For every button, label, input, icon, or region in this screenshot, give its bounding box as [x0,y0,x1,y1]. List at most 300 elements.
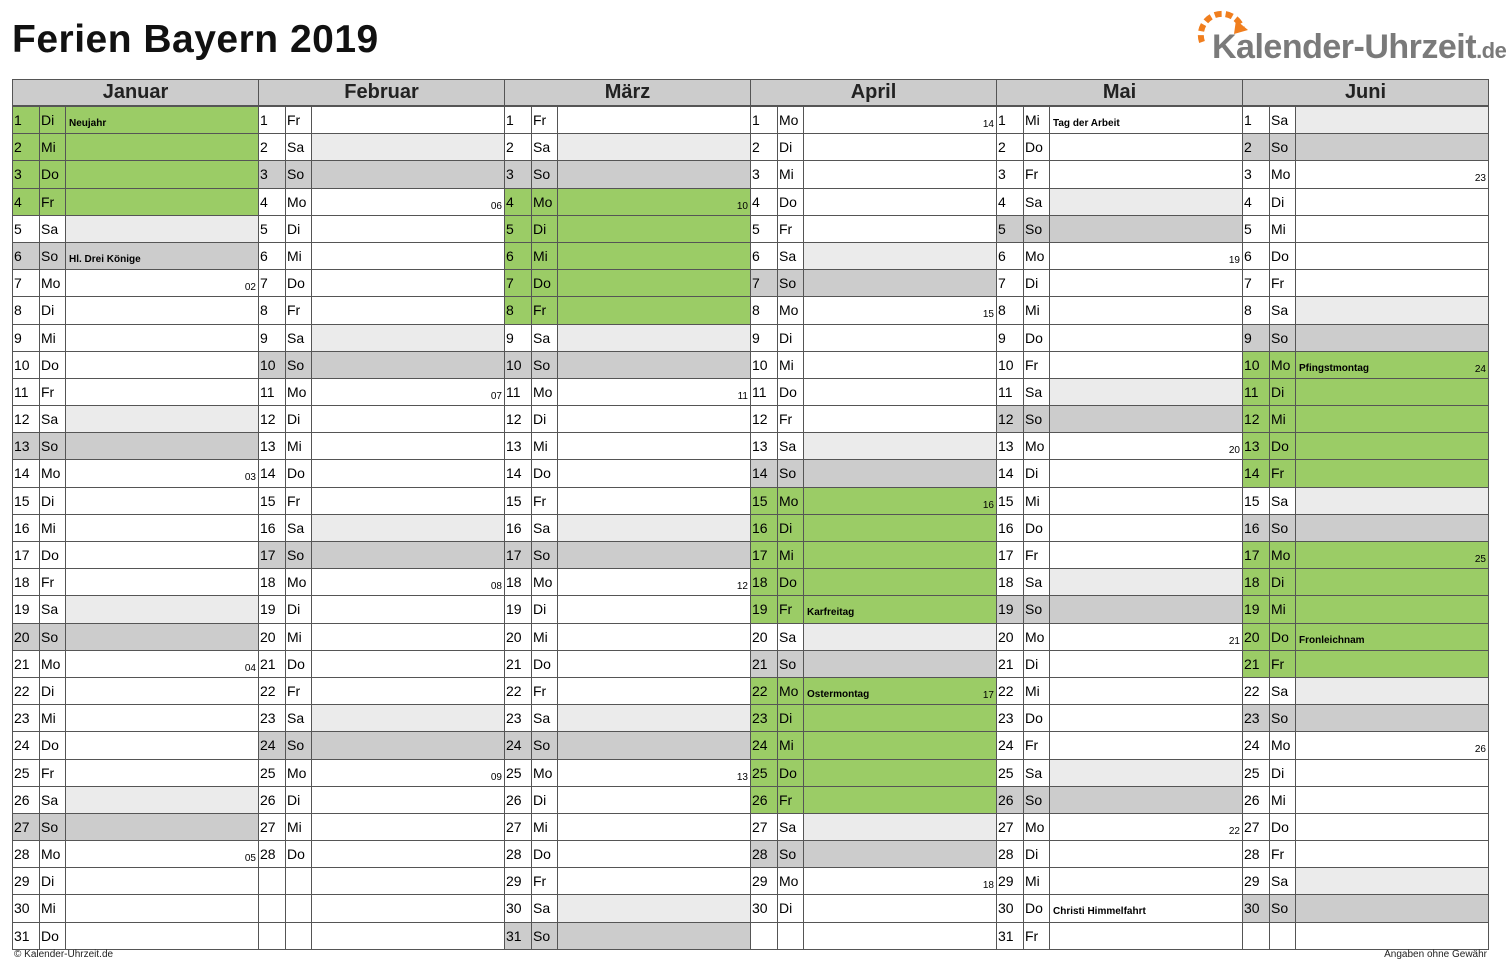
weekday-name: Sa [778,433,804,459]
day-note-cell [312,460,504,486]
day-number: 5 [997,216,1024,242]
day-note-cell [1296,107,1488,133]
weekday-name: Mi [532,624,558,650]
day-note-cell [66,596,258,622]
empty-row [1243,923,1488,950]
month-header: Juni [1243,80,1488,107]
day-row [13,488,258,515]
weekday-name: Di [532,596,558,622]
weekday-name: Mo [286,189,312,215]
month-header: April [751,80,996,107]
weekday-name: Mi [778,542,804,568]
day-note-cell [1296,460,1488,486]
weekday-name: Mo [778,868,804,894]
month-header: Januar [13,80,258,107]
day-note-cell [558,515,750,541]
day-note-cell [66,189,258,215]
day-number: 16 [13,515,40,541]
weekday-name: Do [532,841,558,867]
day-note-cell [804,433,996,459]
weekday-name: Mo [532,569,558,595]
day-note-cell [1050,542,1242,568]
day-note-cell [66,868,258,894]
day-row [13,515,258,542]
day-row [13,895,258,922]
day-row [997,596,1242,623]
day-number: 23 [997,705,1024,731]
day-number: 27 [1243,814,1270,840]
day-note-cell [558,732,750,758]
day-number: 4 [1243,189,1270,215]
weekday-name: Fr [778,216,804,242]
day-number: 9 [1243,325,1270,351]
day-row [505,868,750,895]
day-row [505,596,750,623]
weekday-name: Mi [778,352,804,378]
day-number: 3 [505,161,532,187]
day-note-cell [558,923,750,949]
weekday-name: Do [778,379,804,405]
weekday-name: Di [1270,569,1296,595]
day-row [13,596,258,623]
weekday-name: So [532,923,558,949]
month-column [259,80,505,950]
weekday-name: Do [1024,134,1050,160]
weekday-name: Di [532,406,558,432]
day-number: 22 [259,678,286,704]
day-note-cell [804,406,996,432]
day-number: 17 [259,542,286,568]
day-row [1243,325,1488,352]
weekday-name: Mi [286,814,312,840]
day-row [13,542,258,569]
weekday-name: Mo [778,107,804,133]
day-note-cell [66,433,258,459]
day-note-cell [1296,270,1488,296]
day-row [997,705,1242,732]
weekday-name: Fr [1270,651,1296,677]
day-row [751,352,996,379]
day-note-cell [804,787,996,813]
day-number: 11 [1243,379,1270,405]
day-number: 16 [259,515,286,541]
weekday-name: Mo [1024,243,1050,269]
weekday-name: Di [1270,760,1296,786]
day-number: 14 [505,460,532,486]
day-row [505,651,750,678]
weekday-name: Sa [1270,678,1296,704]
day-note-cell [312,488,504,514]
empty-row [259,923,504,950]
day-row [13,678,258,705]
day-row [997,651,1242,678]
day-note-cell [1050,161,1242,187]
day-number: 26 [505,787,532,813]
weekday-name: Sa [286,325,312,351]
day-number: 11 [505,379,532,405]
day-row [1243,841,1488,868]
weekday-name: Fr [40,760,66,786]
week-number: 18 [982,880,994,892]
day-row [13,297,258,324]
day-row [259,161,504,188]
brand-logo[interactable] [1192,8,1506,70]
day-note-cell [1050,814,1242,840]
weekday-name: Do [40,542,66,568]
weekday-name: Di [40,297,66,323]
day-number: 10 [13,352,40,378]
day-row [259,406,504,433]
day-number: 22 [505,678,532,704]
weekday-name: Fr [1024,352,1050,378]
weekday-name: Sa [1024,760,1050,786]
day-number: 17 [13,542,40,568]
weekday-name: So [40,243,66,269]
weekday-name: So [1270,134,1296,160]
weekday-name: Fr [532,868,558,894]
day-number: 5 [259,216,286,242]
weekday-name: Di [1024,270,1050,296]
day-number: 18 [13,569,40,595]
day-number: 20 [13,624,40,650]
day-note-cell [312,515,504,541]
day-note-cell [66,705,258,731]
day-row [751,161,996,188]
day-row [259,515,504,542]
day-note-cell [66,488,258,514]
day-number: 22 [1243,678,1270,704]
weekday-name: Di [778,515,804,541]
day-row [751,515,996,542]
day-row [751,596,996,623]
day-number: 11 [751,379,778,405]
weekday-name: Do [40,732,66,758]
day-number: 12 [1243,406,1270,432]
day-row [505,569,750,596]
week-number: 07 [490,390,502,402]
day-note-cell [312,352,504,378]
day-number: 1 [259,107,286,133]
day-note-cell [804,297,996,323]
month-header: Mai [997,80,1242,107]
day-note-cell [804,569,996,595]
day-row [997,624,1242,651]
weekday-name: Sa [1270,868,1296,894]
weekday-name: Mi [286,624,312,650]
day-number: 20 [259,624,286,650]
day-number: 4 [505,189,532,215]
weekday-name: Do [286,841,312,867]
day-note-cell [804,243,996,269]
day-note-cell [312,705,504,731]
day-number: 25 [259,760,286,786]
day-note-cell [312,542,504,568]
day-note-cell [1050,569,1242,595]
day-note-cell [312,569,504,595]
month-column [997,80,1243,950]
day-row [13,705,258,732]
day-row [1243,760,1488,787]
day-number: 8 [505,297,532,323]
day-note-cell [1296,433,1488,459]
day-row [1243,107,1488,134]
day-note-cell [1050,787,1242,813]
day-note-cell [1296,895,1488,921]
day-note-cell [1050,270,1242,296]
weekday-name: So [1270,325,1296,351]
weekday-name: So [532,161,558,187]
day-row [13,923,258,950]
weekday-name: Mi [532,433,558,459]
day-row [505,760,750,787]
day-number: 23 [751,705,778,731]
weekday-name: So [532,732,558,758]
week-number: 25 [1474,554,1486,565]
day-row [505,406,750,433]
weekday-name: So [1024,787,1050,813]
weekday-name: Mi [1024,297,1050,323]
weekday-name: Fr [286,678,312,704]
day-number: 28 [259,841,286,867]
day-note-cell [804,189,996,215]
week-number: 19 [1228,254,1240,266]
day-note-cell [558,596,750,622]
weekday-name: Di [286,216,312,242]
day-row [505,923,750,950]
day-row [1243,596,1488,623]
day-number: 3 [751,161,778,187]
day-note-cell [312,732,504,758]
day-number: 12 [751,406,778,432]
day-row [13,569,258,596]
day-note-cell [804,515,996,541]
weekday-name: Fr [778,787,804,813]
day-number: 8 [13,297,40,323]
day-number: 29 [997,868,1024,894]
weekday-name: Fr [1270,460,1296,486]
weekday-name: Fr [532,488,558,514]
day-note-cell [558,406,750,432]
day-number: 27 [997,814,1024,840]
day-note-cell [1050,297,1242,323]
weekday-name: Mo [40,651,66,677]
day-note-cell [66,406,258,432]
day-row [13,243,258,270]
day-number: 13 [13,433,40,459]
weekday-name: So [1024,216,1050,242]
day-note-cell [804,325,996,351]
weekday-name: Di [40,868,66,894]
day-note-cell [312,297,504,323]
day-note-cell [1296,515,1488,541]
weekday-name: Sa [1270,107,1296,133]
weekday-name: Di [778,705,804,731]
day-row [13,161,258,188]
day-row [505,624,750,651]
day-row [13,270,258,297]
day-note-cell [312,868,504,894]
weekday-name: Mo [40,460,66,486]
week-number: 15 [982,309,994,321]
day-note-cell [804,841,996,867]
day-number: 15 [751,488,778,514]
day-number [259,923,286,949]
day-number: 16 [997,515,1024,541]
day-number: 30 [505,895,532,921]
day-number: 25 [751,760,778,786]
year-calendar-grid [12,79,1489,950]
day-row [751,107,996,134]
day-row [751,189,996,216]
day-note-cell [1050,216,1242,242]
day-number: 9 [751,325,778,351]
day-note-cell [804,651,996,677]
day-number: 19 [1243,596,1270,622]
day-note-cell [1050,841,1242,867]
day-number: 5 [751,216,778,242]
day-row [259,542,504,569]
weekday-name: Fr [286,107,312,133]
day-row [997,678,1242,705]
weekday-name: So [778,460,804,486]
month-column [13,80,259,950]
day-number: 21 [997,651,1024,677]
day-number: 1 [505,107,532,133]
weekday-name: Sa [532,134,558,160]
day-note-cell [558,352,750,378]
day-note-cell [1296,325,1488,351]
weekday-name: Do [286,460,312,486]
day-number: 24 [13,732,40,758]
day-row [997,161,1242,188]
week-number: 11 [737,390,748,402]
day-note-cell [558,325,750,351]
week-number: 05 [244,853,256,865]
weekday-name: Mi [286,433,312,459]
week-number: 24 [1474,363,1486,375]
weekday-name: Do [532,270,558,296]
day-note-cell [66,297,258,323]
day-note-cell [66,732,258,758]
day-note-cell [804,678,996,704]
day-note-cell [312,895,504,921]
day-note-cell [558,243,750,269]
day-row [997,787,1242,814]
weekday-name: Sa [1024,569,1050,595]
day-note-cell [558,760,750,786]
day-row [1243,651,1488,678]
day-number: 15 [13,488,40,514]
day-number: 13 [1243,433,1270,459]
day-number: 29 [13,868,40,894]
day-row [751,134,996,161]
day-note-cell [804,596,996,622]
day-number: 28 [1243,841,1270,867]
day-row [13,624,258,651]
weekday-name: Sa [1270,297,1296,323]
day-number: 18 [1243,569,1270,595]
disclaimer-footer: Angaben ohne Gewähr [1384,949,1487,960]
day-number: 11 [997,379,1024,405]
weekday-name: Fr [1270,841,1296,867]
day-number: 10 [259,352,286,378]
weekday-name: So [286,732,312,758]
holiday-label: Tag der Arbeit [1053,118,1120,129]
day-note-cell [558,379,750,405]
day-row [751,379,996,406]
day-note-cell [312,433,504,459]
day-row [505,325,750,352]
holiday-label: Ostermontag [807,688,870,700]
day-number: 8 [997,297,1024,323]
day-row [505,841,750,868]
day-number: 7 [1243,270,1270,296]
day-number: 22 [997,678,1024,704]
day-note-cell [1296,352,1488,378]
day-number: 6 [751,243,778,269]
day-number: 20 [997,624,1024,650]
weekday-name: Sa [286,515,312,541]
weekday-name: Di [532,787,558,813]
day-number: 18 [997,569,1024,595]
day-row [751,243,996,270]
day-number: 27 [505,814,532,840]
day-number: 16 [505,515,532,541]
day-number: 12 [505,406,532,432]
day-row [1243,161,1488,188]
holiday-label: Hl. Drei Könige [69,253,141,265]
day-note-cell [1296,923,1488,949]
weekday-name: So [532,352,558,378]
day-note-cell [66,923,258,949]
day-number: 17 [997,542,1024,568]
day-row [997,841,1242,868]
day-row [751,624,996,651]
day-number: 27 [13,814,40,840]
day-note-cell [804,488,996,514]
day-note-cell [804,161,996,187]
day-number: 2 [997,134,1024,160]
day-note-cell [558,189,750,215]
day-row [997,189,1242,216]
day-number: 22 [13,678,40,704]
day-row [997,270,1242,297]
day-row [751,732,996,759]
day-number: 21 [751,651,778,677]
day-note-cell [1050,923,1242,949]
day-note-cell [1050,243,1242,269]
day-row [751,678,996,705]
day-note-cell [804,732,996,758]
weekday-name: So [286,352,312,378]
day-number: 1 [13,107,40,133]
day-note-cell [558,895,750,921]
day-note-cell [312,216,504,242]
day-row [259,651,504,678]
day-row [751,270,996,297]
week-number: 13 [736,771,748,783]
day-row [505,705,750,732]
day-note-cell [66,216,258,242]
holiday-label: Neujahr [69,118,107,129]
day-row [259,624,504,651]
week-number: 12 [736,581,748,593]
day-note-cell [558,651,750,677]
day-row [751,760,996,787]
day-note-cell [312,134,504,160]
day-row [13,651,258,678]
day-note-cell [804,460,996,486]
